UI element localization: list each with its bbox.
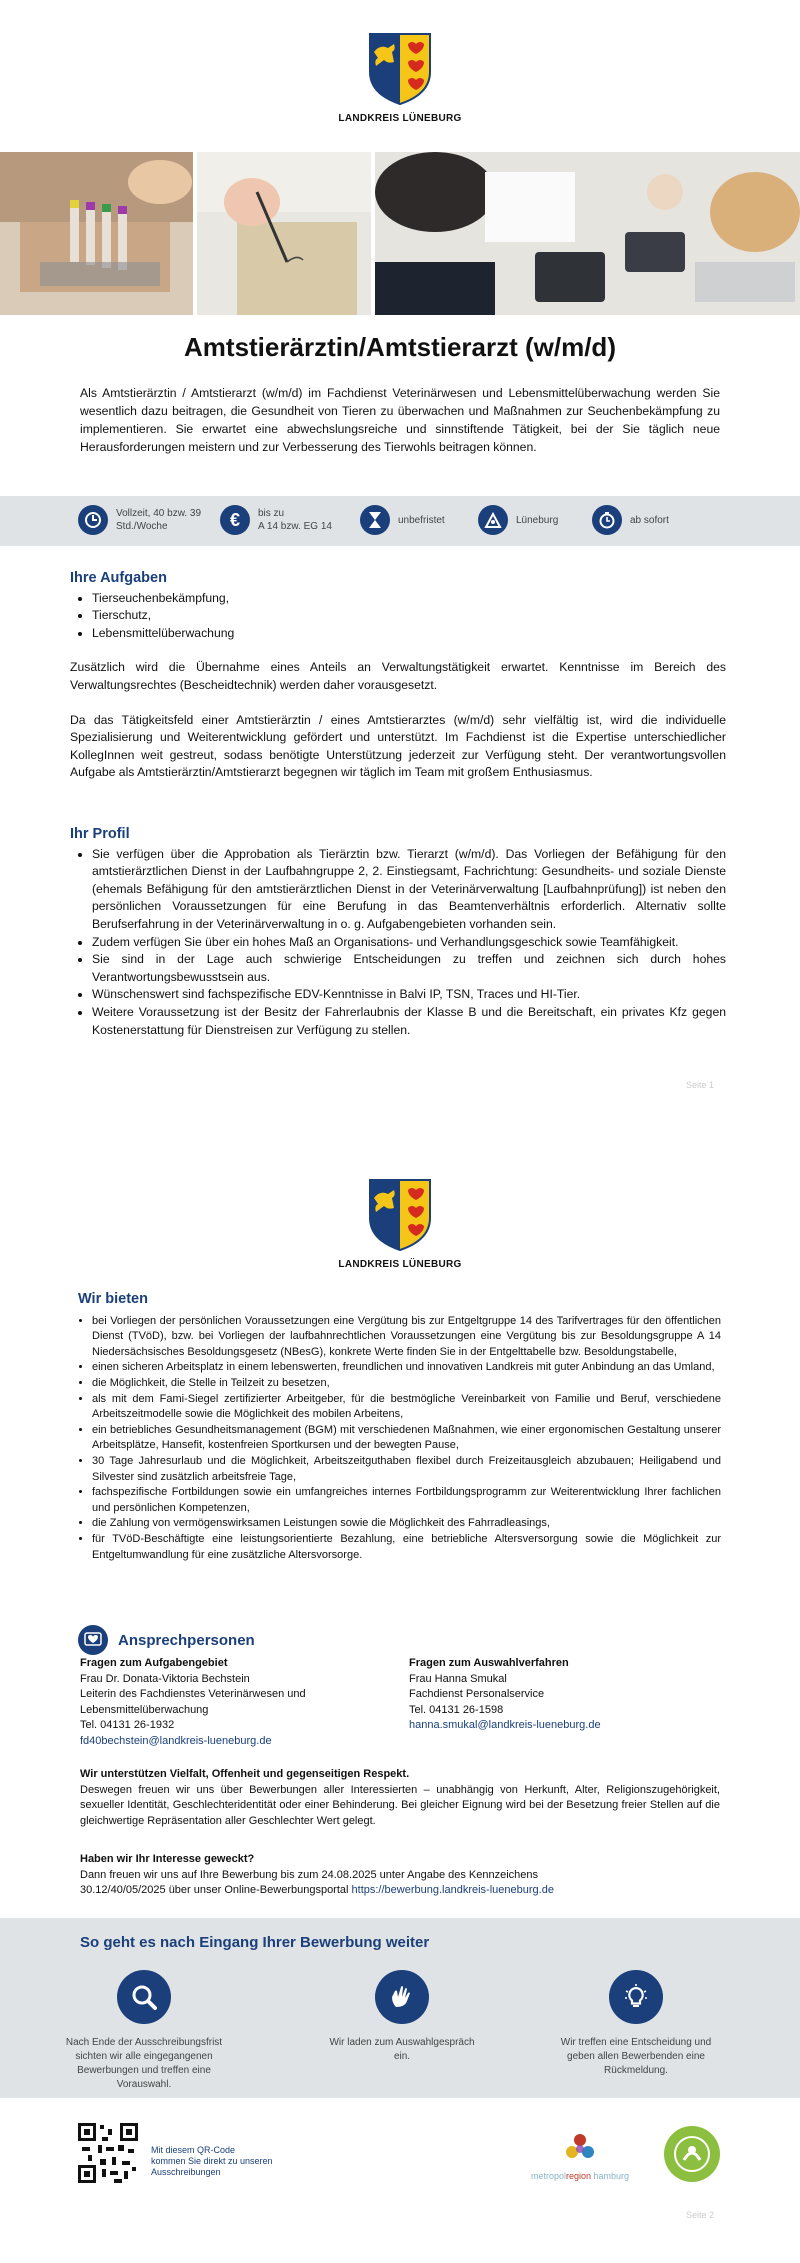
- email-link[interactable]: fd40bechstein@landkreis-lueneburg.de: [80, 1734, 272, 1747]
- aufgaben-heading: Ihre Aufgaben: [70, 570, 167, 586]
- job-title: Amtstierärztin/Amtstierarzt (w/m/d): [184, 332, 616, 362]
- list-item: • Weitere Voraussetzung ist der Besitz der Fahrerlaubnis der Klasse B und die Bereitschaft, ein privates Kfz gegen Kostenerstattung für Dienstreisen zur Verfügung zu stellen.: [92, 1004, 726, 1039]
- fact-salary: € bis zu A 14 bzw. EG 14: [220, 505, 332, 535]
- apply-heading: Haben wir Ihr Interesse geweckt?: [80, 1853, 255, 1865]
- email-link[interactable]: hanna.smukal@landkreis-lueneburg.de: [409, 1719, 601, 1731]
- list-item: • Sie verfügen über die Approbation als Tierärztin bzw. Tierarzt (w/m/d). Das Vorliegen der Befähigung für den amtstierärztlichen Dienst in der Laufbahngruppe 2, 2. Einstiegsamt, Fachrichtung: Gesundheits- und soziale Dienste (ehemals Befähigung für den amtstierärztlichen Dienst in der Veterinärverwaltung [Laufbahnprüfung]) ist neben den persönlichen Voraussetzungen für eine Berufung in das Beamtenverhältnis erforderlich. Alternativ sollte Berufserfahrung in der Veterinärverwaltung in o. g. Aufgabengebieten vorhanden sein.: [92, 846, 726, 934]
- intro-text: Als Amtstierärztin / Amtstierarzt (w/m/d) im Fachdienst Veterinärwesen und Lebensmittelüberwachung werden Sie wesentlich dazu beitragen, die Gesundheit von Tieren zu überwachen und Maßnahmen zur Seuchenbekämpfung zu implementieren. Sie erwartet eine abwechslungsreiche und sinnstiftende Tätigkeit, bei der Sie täglich neue Herausforderungen meistern und zur Verbesserung des Tierwohls beitragen können.: [80, 386, 720, 454]
- lightbulb-icon: [609, 1970, 663, 2024]
- list-item: • als mit dem Fami-Siegel zertifizierter Arbeitgeber, für die bestmögliche Vereinbarkeit von Familie und Beruf, verschiedene Arbeitszeitmodelle sowie die Möglichkeit des mobilen Arbeitens,: [92, 1392, 721, 1423]
- aufgaben-list: [70, 590, 726, 643]
- euro-icon: €: [220, 505, 250, 535]
- list-item: • einen sicheren Arbeitsplatz in einem lebenswerten, freundlichen und innovativen Landkreis mit guter Anbindung an das Umland,: [92, 1360, 721, 1376]
- family-seal-logo: [664, 2126, 720, 2182]
- page-number-2: Seite 2: [686, 2210, 715, 2220]
- logo-header-page2: [0, 1178, 800, 1270]
- facts-bar: [0, 496, 800, 546]
- profil-list: [70, 846, 726, 1040]
- section-apply: Haben wir Ihr Interesse geweckt? Dann freuen wir uns auf Ihre Bewerbung bis zum 24.08.2025 unter Angabe des Kennzeichens 30.12/40/05/2025 über unser Online-Bewerbungsportal https://bewerbung.landkreis-lueneburg.de: [80, 1852, 720, 1899]
- vielfalt-text: Deswegen freuen wir uns über Bewerbungen aller Interessierten – unabhängig von Herkunft, Alter, Religionszugehörigkeit, sexueller Identität, Geschlechteridentität oder einer Behinderung. Bei gleicher Eignung wird bei der Besetzung freier Stellen auf die gleichwertige Repräsentation aller Geschlechter Wert gelegt.: [80, 1783, 720, 1827]
- coat-of-arms-logo: [368, 1178, 432, 1252]
- contacts-heading: Ansprechpersonen: [118, 1631, 255, 1649]
- meeting-photo: [375, 152, 800, 315]
- list-item: • für TVöD-Beschäftigte eine leistungsorientierte Bezahlung, eine betriebliche Altersversorgung sowie die Möglichkeit zur Entgeltumwandlung für eine zusätzliche Altersvorsorge.: [92, 1532, 721, 1563]
- page-number-1: Seite 1: [686, 1080, 715, 1090]
- qr-code[interactable]: [78, 2123, 138, 2183]
- list-item: • Sie sind in der Lage auch schwierige Entscheidungen zu treffen und zeichnen sich durch hohes Verantwortungsbewusstsein aus.: [92, 951, 726, 986]
- start-clock-icon: [592, 505, 622, 535]
- coat-of-arms-logo: [368, 32, 432, 106]
- fact-location: Lüneburg: [478, 505, 558, 535]
- list-item: • Zudem verfügen Sie über ein hohes Maß an Organisations- und Verhandlungsgeschick sowie Teamfähigkeit.: [92, 934, 726, 952]
- vielfalt-heading: Wir unterstützen Vielfalt, Offenheit und gegenseitigen Respekt.: [80, 1768, 410, 1780]
- lab-photo: [0, 152, 193, 315]
- aufgaben-paragraph-1: Zusätzlich wird die Übernahme eines Anteils an Verwaltungstätigkeit erwartet. Kenntnisse im Bereich des Verwaltungsrechtes (Bescheidtechnik) werden daher vorausgesetzt.: [70, 660, 726, 692]
- logo-header: [0, 32, 800, 124]
- list-item: • die Möglichkeit, die Stelle in Teilzeit zu besetzen,: [92, 1376, 721, 1392]
- list-item: • Tierseuchenbekämpfung,: [92, 590, 726, 608]
- section-wir-bieten: [78, 1292, 721, 1563]
- qr-caption: Mit diesem QR-Code kommen Sie direkt zu unseren Ausschreibungen: [151, 2145, 273, 2177]
- section-aufgaben: [70, 570, 726, 782]
- wave-hand-icon: [375, 1970, 429, 2024]
- brand-name: LANDKREIS LÜNEBURG: [338, 113, 462, 124]
- hourglass-icon: [360, 505, 390, 535]
- list-item: • 30 Tage Jahresurlaub und die Möglichkeit, Arbeitszeitguthaben flexibel durch Freizeitausgleich abzubauen; Heiligabend und Silvester sind zusätzlich arbeitsfreie Tage,: [92, 1454, 721, 1485]
- list-item: • Lebensmittelüberwachung: [92, 625, 726, 643]
- fact-hours: Vollzeit, 40 bzw. 39 Std./Woche: [78, 505, 201, 535]
- metropolregion-emblem: [563, 2132, 597, 2162]
- metropolregion-logo: metropolregion hamburg: [518, 2132, 642, 2181]
- process-step-3: Wir treffen eine Entscheidung und geben allen Bewerbenden eine Rückmeldung.: [556, 1970, 716, 2078]
- process-step-1: Nach Ende der Ausschreibungsfrist sichten wir alle eingegangenen Bewerbungen und treffen eine Vorauswahl.: [64, 1970, 224, 2092]
- list-item: • bei Vorliegen der persönlichen Voraussetzungen eine Vergütung bis zur Entgeltgruppe 14 des Tarifvertrages für den öffentlichen Dienst (TVöD), bzw. bei Vorliegen der laufbahnrechtlichen Voraussetzungen eine Vergütung bis zur Besoldungsgruppe A 14 Niedersächsisches Besoldungsgesetz (NBesG), konkrete Werte finden Sie in der Entgelttabelle bzw. Besoldungstabelle,: [92, 1314, 721, 1361]
- fact-duration: unbefristet: [360, 505, 445, 535]
- bieten-heading: Wir bieten: [78, 1291, 148, 1307]
- aufgaben-paragraph-2: Da das Tätigkeitsfeld einer Amtstierärztin / eines Amtstierarztes (w/m/d) sehr vielfältig ist, wird die individuelle Spezialisierung und Weiterentwicklung gefördert und unterstützt. Im Fachdienst ist die Expertise unterschiedlicher KollegInnen weit gestreut, sodass benötigte Unterstützung jederzeit zur Verfügung steht. Der verantwortungsvollen Aufgabe als Amtstierärztin/Amtstierarzt begegnen wir täglich im Team mit großem Enthusiasmus.: [70, 712, 726, 780]
- list-item: • Tierschutz,: [92, 607, 726, 625]
- profil-heading: Ihr Profil: [70, 826, 130, 842]
- portal-link[interactable]: https://bewerbung.landkreis-lueneburg.de: [351, 1884, 554, 1896]
- location-icon: [478, 505, 508, 535]
- process-step-2: Wir laden zum Auswahlgespräch ein.: [322, 1970, 482, 2064]
- contact-right: Fragen zum Auswahlverfahren Frau Hanna Smukal Fachdienst Personalservice Tel. 04131 26-1598 hanna.smukal@landkreis-lueneburg.de: [409, 1656, 699, 1734]
- bieten-list: [78, 1314, 721, 1564]
- search-icon: [117, 1970, 171, 2024]
- fact-start: ab sofort: [592, 505, 669, 535]
- section-profil: [70, 826, 726, 1039]
- list-item: • Wünschenswert sind fachspezifische EDV-Kenntnisse in Balvi IP, TSN, Traces und HI-Tier.: [92, 986, 726, 1004]
- process-box: [0, 1918, 800, 2098]
- list-item: • die Zahlung von vermögenswirksamen Leistungen sowie die Möglichkeit des Fahrradleasings,: [92, 1516, 721, 1532]
- clock-icon: [78, 505, 108, 535]
- writing-photo: [197, 152, 371, 315]
- contact-left: Fragen zum Aufgabengebiet Frau Dr. Donata-Viktoria Bechstein Leiterin des Fachdienstes Veterinärwesen und Lebensmittelüberwachung Tel. 04131 26-1932 fd40bechstein@landkreis-lueneburg.de: [80, 1656, 370, 1749]
- list-item: • fachspezifische Fortbildungen sowie ein umfangreiches internes Fortbildungsprogramm zur Weiterentwicklung Ihrer fachlichen und persönlichen Kompetenzen,: [92, 1485, 721, 1516]
- process-heading: So geht es nach Eingang Ihrer Bewerbung weiter: [80, 1934, 430, 1951]
- list-item: • ein betriebliches Gesundheitsmanagement (BGM) mit verschiedenen Maßnahmen, wie einer ergonomischen Gestaltung unserer Arbeitsplätze, Hansefit, kostenfreien Sportkursen und der bewegten Pause,: [92, 1423, 721, 1454]
- contacts-header: [78, 1625, 255, 1655]
- brand-name: LANDKREIS LÜNEBURG: [338, 1259, 462, 1270]
- section-vielfalt: [80, 1767, 720, 1829]
- heart-chat-icon: [78, 1625, 108, 1655]
- photo-strip: [0, 152, 800, 315]
